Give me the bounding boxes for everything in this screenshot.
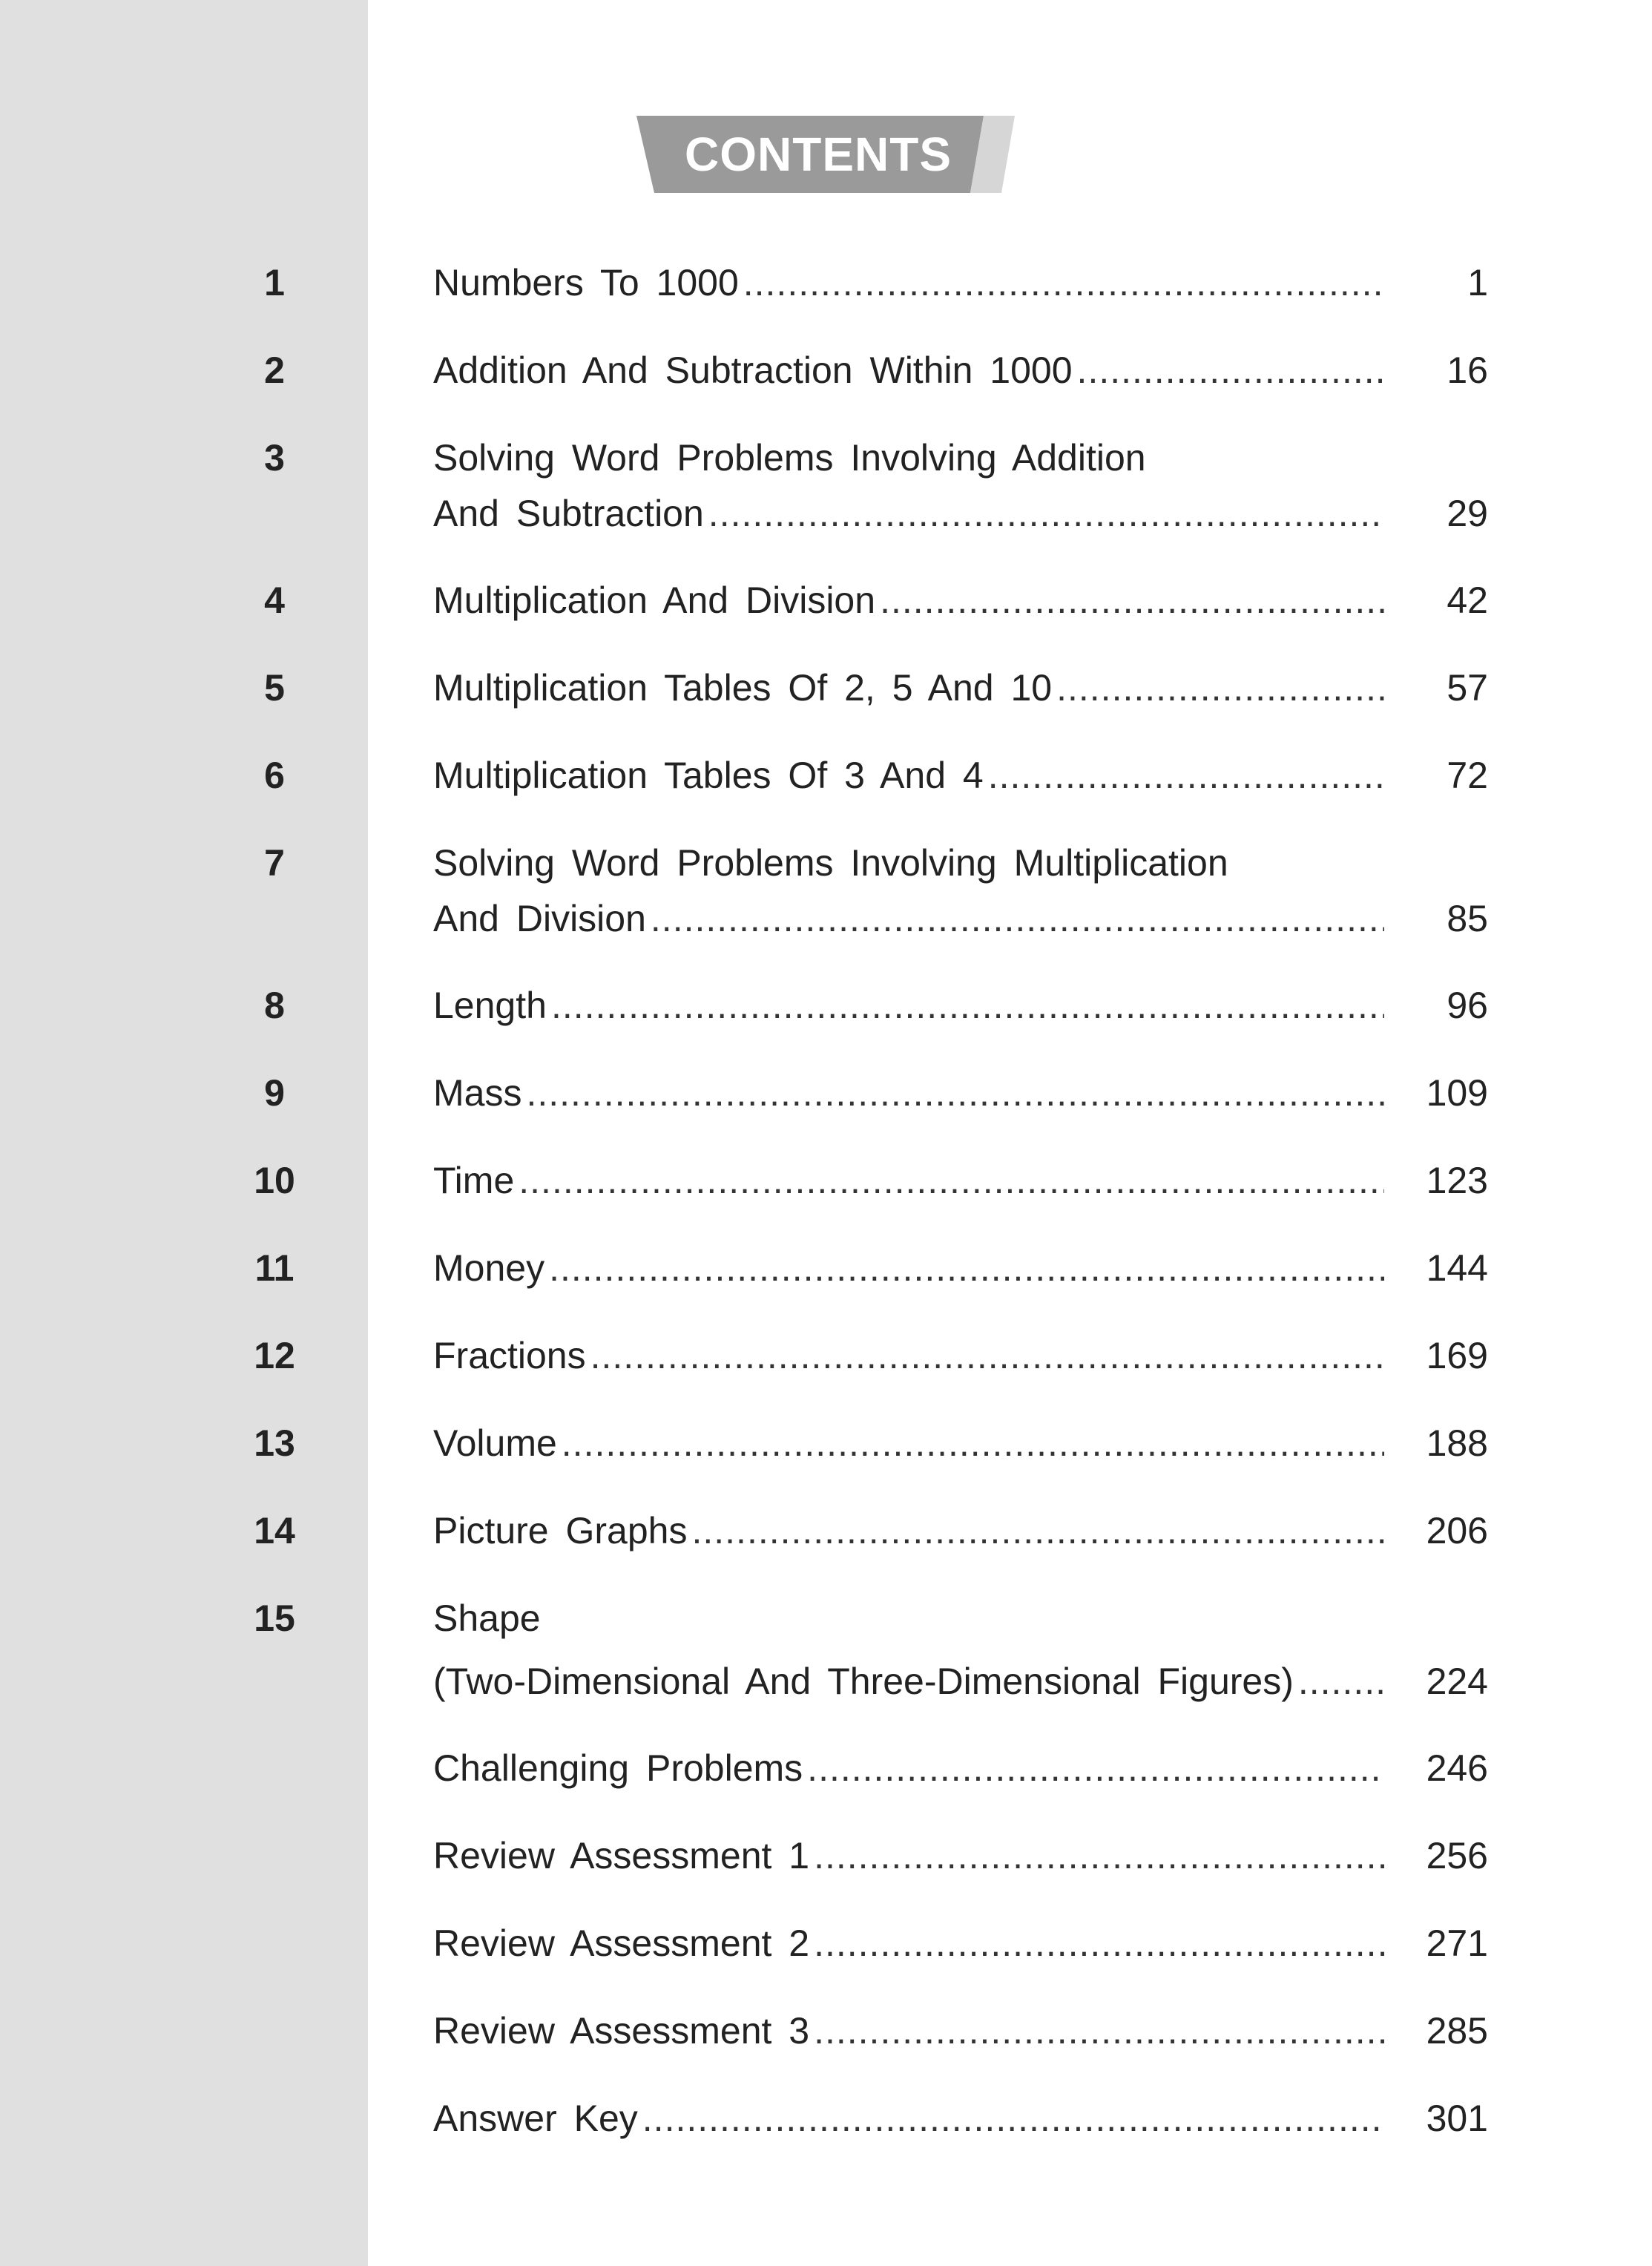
page-number: 109 <box>1426 1072 1488 1114</box>
chapter-title: And Subtraction <box>433 493 704 534</box>
chapter-number: 9 <box>264 1072 285 1114</box>
page-number: 169 <box>1426 1335 1488 1376</box>
dot-leader <box>651 890 1384 947</box>
chapter-number: 12 <box>254 1335 295 1376</box>
dot-leader <box>691 1503 1384 1559</box>
chapter-title: Addition And Subtraction Within 1000 <box>433 349 1073 391</box>
chapter-title: Multiplication Tables Of 2, 5 And 10 <box>433 667 1053 709</box>
page-number: 188 <box>1426 1422 1488 1464</box>
chapter-title: Multiplication Tables Of 3 And 4 <box>433 755 984 796</box>
entry-title-row <box>433 2090 1384 2147</box>
entry-title-row <box>433 254 1384 311</box>
dot-leader <box>549 1240 1384 1296</box>
page-number: 42 <box>1447 579 1488 621</box>
chapter-title-line1: Solving Word Problems Involving Addition <box>433 437 1146 479</box>
entry-title-row <box>433 747 1384 804</box>
chapter-title: Numbers To 1000 <box>433 262 739 303</box>
entry-title-row <box>433 1503 1384 1559</box>
page-number: 224 <box>1426 1661 1488 1702</box>
dot-leader <box>1298 1653 1384 1710</box>
page-number: 256 <box>1426 1835 1488 1876</box>
page-number: 29 <box>1447 493 1488 534</box>
chapter-number: 14 <box>254 1510 295 1551</box>
dot-leader <box>526 1065 1384 1121</box>
chapter-number: 10 <box>254 1160 295 1201</box>
page-number: 123 <box>1426 1160 1488 1201</box>
entry-title-row <box>433 1915 1384 1971</box>
dot-leader <box>807 1740 1384 1796</box>
chapter-number: 11 <box>254 1247 294 1289</box>
dot-leader <box>708 485 1384 542</box>
entry-title-row <box>433 342 1384 398</box>
dot-leader <box>1056 660 1384 716</box>
section-title: Challenging Problems <box>433 1747 803 1789</box>
dot-leader <box>988 747 1384 804</box>
entry-title-row <box>433 660 1384 716</box>
entry-title-row <box>433 1327 1384 1384</box>
chapter-number: 3 <box>264 437 285 479</box>
dot-leader <box>814 2003 1384 2059</box>
page-number: 285 <box>1426 2010 1488 2052</box>
chapter-title: (Two-Dimensional And Three-Dimensional Figures) <box>433 1661 1294 1702</box>
page-number: 206 <box>1426 1510 1488 1551</box>
chapter-number: 15 <box>254 1597 295 1639</box>
dot-leader <box>814 1915 1384 1971</box>
entry-title-row <box>433 1740 1384 1796</box>
chapter-title: Fractions <box>433 1335 586 1376</box>
page-number: 271 <box>1426 1922 1488 1964</box>
chapter-title: Multiplication And Division <box>433 579 876 621</box>
section-title: Review Assessment 3 <box>433 2010 810 2052</box>
page-number: 72 <box>1447 755 1488 796</box>
page-number: 246 <box>1426 1747 1488 1789</box>
page-title: CONTENTS <box>685 128 952 181</box>
chapter-title-line1: Solving Word Problems Involving Multiplication <box>433 842 1228 884</box>
dot-leader <box>1077 342 1384 398</box>
entry-title-row <box>433 890 1384 947</box>
chapter-title: Picture Graphs <box>433 1510 688 1551</box>
entry-title-row <box>433 977 1384 1034</box>
dot-leader <box>814 1827 1384 1884</box>
entry-title-row <box>433 1240 1384 1296</box>
chapter-title: And Division <box>433 898 646 939</box>
section-title: Answer Key <box>433 2098 638 2139</box>
chapter-number: 5 <box>264 667 285 709</box>
dot-leader <box>590 1327 1384 1384</box>
chapter-title-line1: Shape <box>433 1597 541 1639</box>
dot-leader <box>519 1152 1384 1209</box>
entry-title-row <box>433 1827 1384 1884</box>
chapter-number: 8 <box>264 985 285 1026</box>
entry-title-row <box>433 2003 1384 2059</box>
chapter-title: Mass <box>433 1072 522 1114</box>
chapter-title: Time <box>433 1160 515 1201</box>
chapter-number: 6 <box>264 755 285 796</box>
page-number: 1 <box>1467 262 1488 303</box>
chapter-number: 4 <box>264 579 285 621</box>
page-number: 16 <box>1447 349 1488 391</box>
section-title: Review Assessment 2 <box>433 1922 810 1964</box>
chapter-number: 7 <box>264 842 285 884</box>
page-number: 85 <box>1447 898 1488 939</box>
entry-title-row <box>433 1653 1384 1710</box>
dot-leader <box>562 1415 1384 1471</box>
chapter-number: 13 <box>254 1422 295 1464</box>
dot-leader <box>642 2090 1384 2147</box>
chapter-number: 2 <box>264 349 285 391</box>
page-number: 301 <box>1426 2098 1488 2139</box>
page-number: 96 <box>1447 985 1488 1026</box>
dot-leader <box>880 572 1384 628</box>
chapter-number: 1 <box>264 262 285 303</box>
chapter-title: Volume <box>433 1422 557 1464</box>
page-number: 57 <box>1447 667 1488 709</box>
page-number: 144 <box>1426 1247 1488 1289</box>
entry-title-row <box>433 1152 1384 1209</box>
entry-title-row <box>433 485 1384 542</box>
chapter-title: Money <box>433 1247 545 1289</box>
dot-leader <box>743 254 1384 311</box>
entry-title-row <box>433 1415 1384 1471</box>
entry-title-row <box>433 572 1384 628</box>
entry-title-row <box>433 1065 1384 1121</box>
section-title: Review Assessment 1 <box>433 1835 810 1876</box>
dot-leader <box>551 977 1384 1034</box>
chapter-title: Length <box>433 985 547 1026</box>
